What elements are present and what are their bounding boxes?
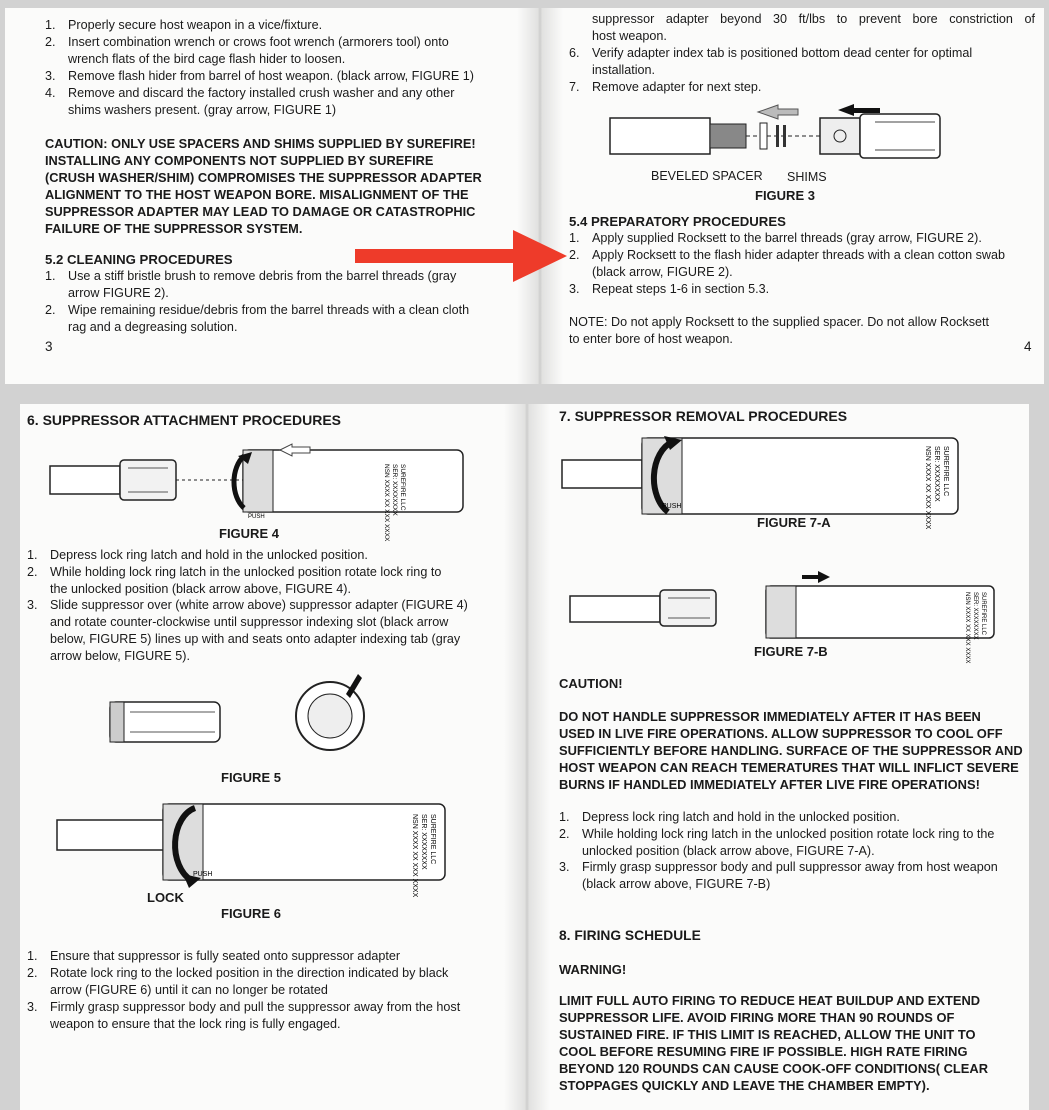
tl-step-1: 1. Properly secure host weapon in a vice/fixture. xyxy=(45,18,323,32)
red-pointer-arrow xyxy=(355,230,575,290)
attach-step-1: 1. Depress lock ring latch and hold in the unlocked position. xyxy=(27,548,368,562)
lock-ring xyxy=(766,586,796,638)
removal-step-2: 2. While holding lock ring latch in the unlocked position rotate lock ring to the unlocked position (black arrow above, FIGURE 7-A). xyxy=(559,827,995,858)
warning-body: LIMIT FULL AUTO FIRING TO REDUCE HEAT BUILDUP AND EXTEND SUPPRESSOR LIFE. AVOID FIRING MORE THAN 90 ROUNDS OF SUSTAINED FIRE. IF THIS LIMIT IS REACHED, ALLOW THE UNIT TO COOL BEFORE RESUMING FIRE IF POSSIBLE. HIGH RATE FIRING BEYOND 120 ROUNDS CAN CAUSE COOK-OFF CONDITIONS( CLEAR STOPPAGES QUICKLY AND LEAVE THE CHAMBER EMPTY). xyxy=(559,993,988,1093)
caution-body: DO NOT HANDLE SUPPRESSOR IMMEDIATELY AFTER IT HAS BEEN USED IN LIVE FIRE OPERATIONS. ALLOW SUPPRESSOR TO COOL OFF SUFFICIENTLY BEFORE HANDLING. SURFACE OF THE SUPPRESSOR AND HOST WEAPON CAN REACH TEMERATURES THAT WILL INFLICT SEVERE BURNS IF HANDLED IMMEDIATELY AFTER LIVE FIRE OPERATIONS! xyxy=(559,709,1023,792)
engraving-2: SER: XXXXXXXX xyxy=(972,592,978,640)
tl-step-3: 3. Remove flash hider from barrel of host weapon. (black arrow, FIGURE 1) xyxy=(45,69,474,83)
removal-step-1: 1. Depress lock ring latch and hold in the unlocked position. xyxy=(559,810,900,824)
warning-title: WARNING! xyxy=(559,962,627,977)
tr-cont-line-2: host weapon. xyxy=(592,29,667,43)
figure-5-diagram xyxy=(100,664,400,764)
engraving-3: NSN XXXX XX XXX XXXX xyxy=(964,592,970,664)
engraving-2: SER: XXXXXXXX xyxy=(420,814,427,870)
figure-7b-caption: FIGURE 7-B xyxy=(754,644,828,659)
shim-2 xyxy=(783,125,786,147)
tl-page-number: 3 xyxy=(45,339,53,354)
figure-5-caption: FIGURE 5 xyxy=(221,770,281,785)
removal-step-3: 3. Firmly grasp suppressor body and pull suppressor away from host weapon (black arrow above, FIGURE 7-B) xyxy=(559,860,998,891)
suppressor-body xyxy=(766,586,994,638)
figure-7a-caption: FIGURE 7-A xyxy=(757,515,831,530)
bottom-gutter xyxy=(504,404,550,1110)
push-label: PUSH xyxy=(248,514,265,520)
tl-caution: CAUTION: ONLY USE SPACERS AND SHIMS SUPPLIED BY SUREFIRE! INSTALLING ANY COMPONENTS NOT SUPPLIED BY SUREFIRE (CRUSH WASHER/SHIM) COMPROMISES THE SUPPRESSOR ADAPTER ALIGNMENT TO THE HOST WEAPON BORE. MISALIGNMENT OF THE SUPPRESSOR ADAPTER MAY LEAD TO DAMAGE OR CATASTROPHIC FAILURE OF THE SUPPRESSOR SYSTEM. xyxy=(45,136,482,236)
suppressor-body xyxy=(642,438,958,514)
tr-cont-line: suppressor adapter beyond 30 ft/lbs to prevent bore constriction of xyxy=(592,12,1035,26)
engraving-3: NSN XXXX XX XXX XXXX xyxy=(383,464,390,542)
engraving-1: SUREFIRE LLC xyxy=(942,446,949,497)
prep-heading: 5.4 PREPARATORY PROCEDURES xyxy=(569,214,786,229)
figure-4-diagram xyxy=(48,444,478,542)
engraving-1: SUREFIRE LLC xyxy=(399,464,406,511)
cleaning-step-1: 1. Use a stiff bristle brush to remove debris from the barrel threads (gray arrow FIGURE 2). xyxy=(45,269,457,300)
attachment-heading: 6. SUPPRESSOR ATTACHMENT PROCEDURES xyxy=(27,412,341,428)
engraving-3: NSN XXXX XX XXX XXXX xyxy=(411,814,418,898)
label-beveled-spacer: BEVELED SPACER xyxy=(651,169,763,183)
removal-heading: 7. SUPPRESSOR REMOVAL PROCEDURES xyxy=(559,408,848,424)
prep-step-2: 2. Apply Rocksett to the flash hider adapter threads with a clean cotton swab (black arrow, FIGURE 2). xyxy=(569,248,1006,279)
figure-4-caption: FIGURE 4 xyxy=(219,526,279,541)
push-label: PUSH xyxy=(193,871,213,878)
note-line-2: to enter bore of host weapon. xyxy=(569,332,733,346)
barrel xyxy=(57,820,167,850)
barrel xyxy=(570,596,660,622)
engraving-2: SER: XXXXXXXX xyxy=(933,446,940,502)
flash-hider xyxy=(860,114,940,158)
engraving-1: SUREFIRE LLC xyxy=(980,592,986,636)
black-arrow xyxy=(802,571,830,583)
tr-step-7: 7. Remove adapter for next step. xyxy=(569,80,762,94)
attach-step-3: 3. Slide suppressor over (white arrow above) suppressor adapter (FIGURE 4) and rotate counter-clockwise until suppressor indexing slot (black arrow below, FIGURE 5) lines up with and seats onto adapter indexing tab (gray arrow below, FIGURE 5). xyxy=(27,598,468,663)
suppressor-body xyxy=(163,804,445,880)
adapter xyxy=(120,460,176,500)
shim-1 xyxy=(776,125,779,147)
firing-heading: 8. FIRING SCHEDULE xyxy=(559,928,701,943)
barrel-threads xyxy=(710,124,746,148)
red-arrow-shaft xyxy=(355,249,515,263)
figure-3-caption: FIGURE 3 xyxy=(755,188,815,203)
tl-step-4: 4. Remove and discard the factory installed crush washer and any other shims washers present. (gray arrow, FIGURE 1) xyxy=(45,86,455,117)
cleaning-step-2: 2. Wipe remaining residue/debris from the barrel threads with a clean cloth rag and a degreasing solution. xyxy=(45,303,470,334)
caution-title: CAUTION! xyxy=(559,676,623,691)
suppressor-body xyxy=(243,450,463,512)
cleaning-heading: 5.2 CLEANING PROCEDURES xyxy=(45,252,233,267)
adapter xyxy=(660,590,716,626)
final-step-2: 2. Rotate lock ring to the locked position in the direction indicated by black arrow (FIGURE 6) until it can no longer be rotated xyxy=(27,966,449,997)
beveled-spacer xyxy=(760,123,767,149)
engraving-1: SUREFIRE LLC xyxy=(429,814,436,865)
figure-6-caption: FIGURE 6 xyxy=(221,906,281,921)
barrel xyxy=(50,466,120,494)
tr-step-6: 6. Verify adapter index tab is positioned bottom dead center for optimal installation. xyxy=(569,46,973,77)
top-gutter xyxy=(517,8,563,384)
barrel xyxy=(610,118,710,154)
tl-step-2: 2. Insert combination wrench or crows foot wrench (armorers tool) onto wrench flats of the bird cage flash hider to loosen. xyxy=(45,35,449,66)
attach-step-2: 2. While holding lock ring latch in the unlocked position rotate lock ring to the unlocked position (black arrow above, FIGURE 4). xyxy=(27,565,442,596)
bottom-spread xyxy=(20,404,1029,1110)
top-spread xyxy=(5,8,1044,384)
tr-page-number: 4 xyxy=(1024,339,1032,354)
prep-step-3: 3. Repeat steps 1-6 in section 5.3. xyxy=(569,282,770,296)
barrel xyxy=(562,460,642,488)
adapter-side xyxy=(110,702,220,742)
figure-3-diagram xyxy=(600,104,960,174)
lock-label: LOCK xyxy=(147,890,184,905)
engraving-3: NSN XXXX XX XXX XXXX xyxy=(924,446,931,530)
push-label: PUSH xyxy=(662,503,682,510)
label-shims: SHIMS xyxy=(787,170,827,184)
prep-step-1: 1. Apply supplied Rocksett to the barrel threads (gray arrow, FIGURE 2). xyxy=(569,231,982,245)
note-line-1: NOTE: Do not apply Rocksett to the supplied spacer. Do not allow Rocksett xyxy=(569,315,989,329)
red-arrow-head xyxy=(513,230,567,282)
engraving-2: SER: XXXXXXXX xyxy=(391,464,398,516)
final-step-1: 1. Ensure that suppressor is fully seated onto suppressor adapter xyxy=(27,949,401,963)
gray-arrow xyxy=(758,105,798,119)
adapter-body xyxy=(820,118,860,154)
final-step-3: 3. Firmly grasp suppressor body and pull the suppressor away from the host weapon to ensure that the lock ring is fully engaged. xyxy=(27,1000,461,1031)
